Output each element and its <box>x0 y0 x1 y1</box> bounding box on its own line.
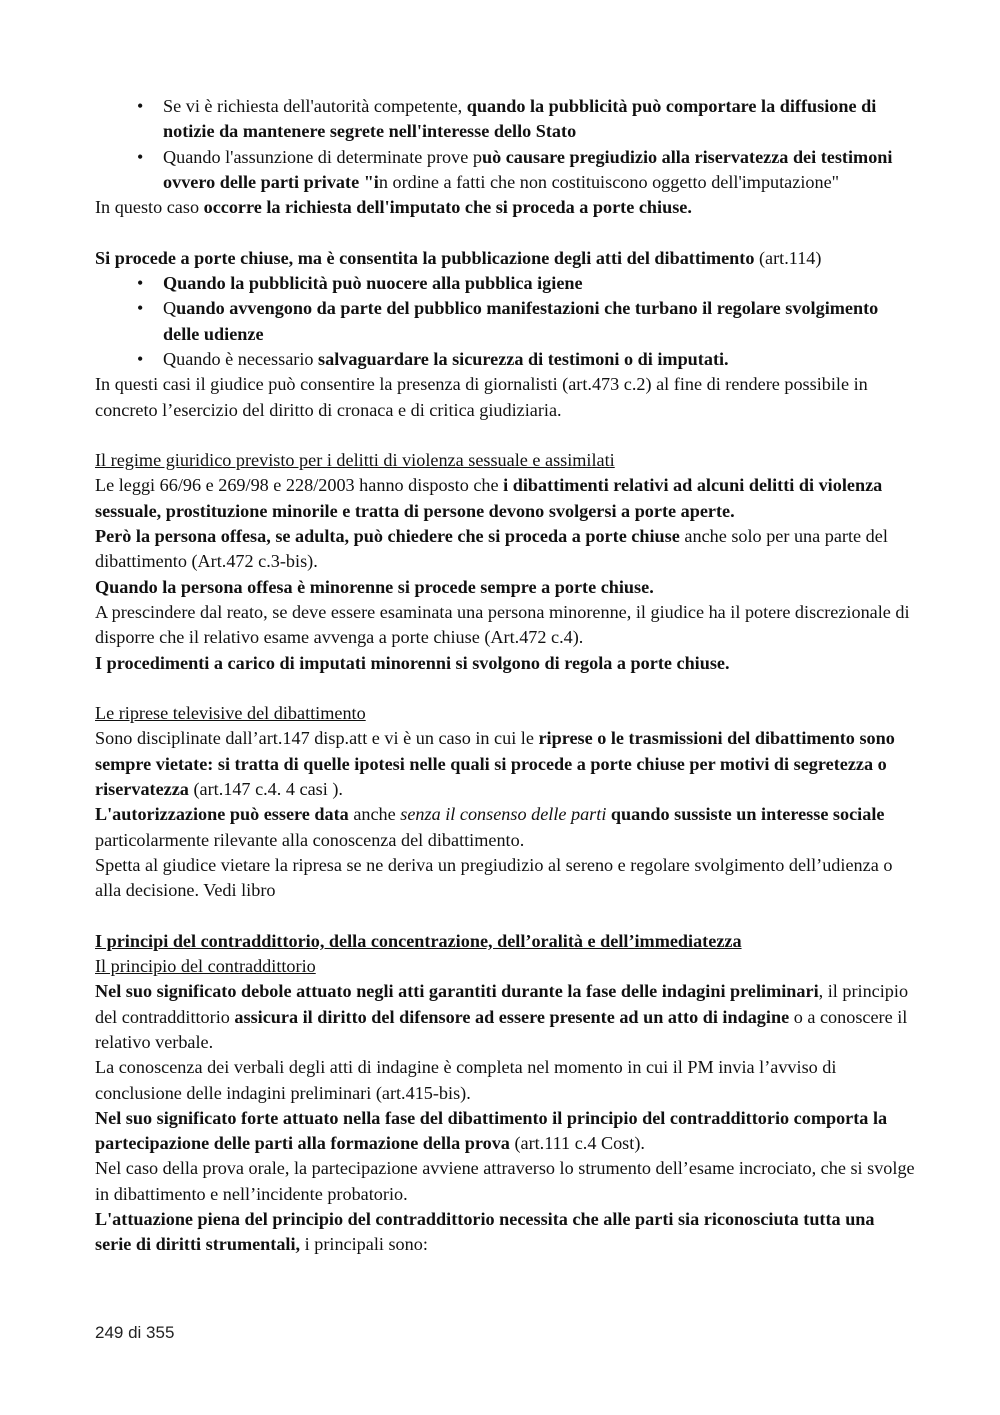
list-item: • Quando la pubblicità può nuocere alla pubblica igiene <box>95 271 915 296</box>
chapter-heading: I principi del contraddittorio, della concentrazione, dell’oralità e dell’immediatezza <box>95 930 742 951</box>
bullet-icon: • <box>137 348 144 369</box>
paragraph: Nel suo significato debole attuato negli atti garantiti durante la fase delle indagini preliminari, il principio del contraddittorio assicura il diritto del difensore ad essere presente ad un atto di indagine o a conoscere il relativo verbale. <box>95 981 909 1052</box>
paragraph: Quando la persona offesa è minorenne si procede sempre a porte chiuse. <box>95 576 654 597</box>
paragraph: La conoscenza dei verbali degli atti di indagine è completa nel momento in cui il PM invia l’avviso di conclusione delle indagini preliminari (art.415-bis). <box>95 1057 837 1103</box>
paragraph: Nel suo significato forte attuato nella fase del dibattimento il principio del contraddittorio comporta la partecipazione delle parti alla formazione della prova (art.111 c.4 Cost). <box>95 1107 888 1154</box>
list-item: • Se vi è richiesta dell'autorità competente, quando la pubblicità può comportare la diffusione di notizie da mantenere segrete nell'interesse dello Stato <box>137 96 877 142</box>
paragraph: L'autorizzazione può essere data anche senza il consenso delle parti quando sussiste un interesse sociale particolarmente rilevante alla conoscenza del dibattimento. <box>95 804 885 850</box>
paragraph: I procedimenti a carico di imputati minorenni si svolgono di regola a porte chiuse. <box>95 652 730 673</box>
list-item: • Quando l'assunzione di determinate prove può causare pregiudizio alla riservatezza dei testimoni ovvero delle parti private "in ordine a fatti che non costituiscono oggetto dell'imputazione" <box>137 146 893 192</box>
paragraph: Spetta al giudice vietare la ripresa se ne deriva un pregiudizio al sereno e regolare svolgimento dell’udienza o alla decisione. Vedi libro <box>95 854 893 901</box>
paragraph: L'attuazione piena del principio del contraddittorio necessita che alle parti sia riconosciuta tutta una serie di diritti strumentali, i principali sono: <box>95 1209 875 1255</box>
bullet-icon: • <box>137 96 144 116</box>
paragraph: In questi casi il giudice può consentire la presenza di giornalisti (art.473 c.2) al fine di rendere possibile in concreto l’esercizio del diritto di cronaca e di critica giudiziaria. <box>95 374 868 420</box>
paragraph: In questo caso occorre la richiesta dell'imputato che si proceda a porte chiuse. <box>95 197 692 218</box>
bullet-list-1 <box>95 94 915 195</box>
list-item: • Quando è necessario salvaguardare la sicurezza di testimoni o di imputati. <box>95 347 915 372</box>
section-heading: Il regime giuridico previsto per i delitti di violenza sessuale e assimilati <box>95 450 615 471</box>
document-body <box>95 94 915 1258</box>
paragraph: A prescindere dal reato, se deve essere esaminata una persona minorenne, il giudice ha il potere discrezionale di disporre che il relativo esame avvenga a porte chiuse (Art.472 c.4). <box>95 601 910 648</box>
section-heading: Il principio del contraddittorio <box>95 956 316 977</box>
bullet-list-2 <box>95 271 915 372</box>
bullet-icon: • <box>137 298 144 319</box>
page-number: 249 di 355 <box>95 1323 175 1342</box>
section-heading: Le riprese televisive del dibattimento <box>95 703 366 724</box>
paragraph: Sono disciplinate dall’art.147 disp.att e vi è un caso in cui le riprese o le trasmissioni del dibattimento sono sempre vietate: si tratta di quelle ipotesi nelle quali si procede a porte chiuse per motivi di segretezza o riservatezza (art.147 c.4. 4 casi ). <box>95 728 895 800</box>
paragraph: Si procede a porte chiuse, ma è consentita la pubblicazione degli atti del dibattimento (art.114) <box>95 247 822 268</box>
list-item: • Quando avvengono da parte del pubblico manifestazioni che turbano il regolare svolgimento delle udienze <box>137 298 879 344</box>
paragraph: Però la persona offesa, se adulta, può chiedere che si proceda a porte chiuse anche solo per una parte del dibattimento (Art.472 c.3-bis). <box>95 526 888 572</box>
paragraph: Nel caso della prova orale, la partecipazione avviene attraverso lo strumento dell’esame incrociato, che si svolge in dibattimento e nell’incidente probatorio. <box>95 1158 915 1204</box>
bullet-icon: • <box>137 146 144 167</box>
paragraph: Le leggi 66/96 e 269/98 e 228/2003 hanno disposto che i dibattimenti relativi ad alcuni delitti di violenza sessuale, prostituzione minorile e tratta di persone devono svolgersi a porte aperte. <box>95 475 883 521</box>
bullet-icon: • <box>137 273 144 294</box>
